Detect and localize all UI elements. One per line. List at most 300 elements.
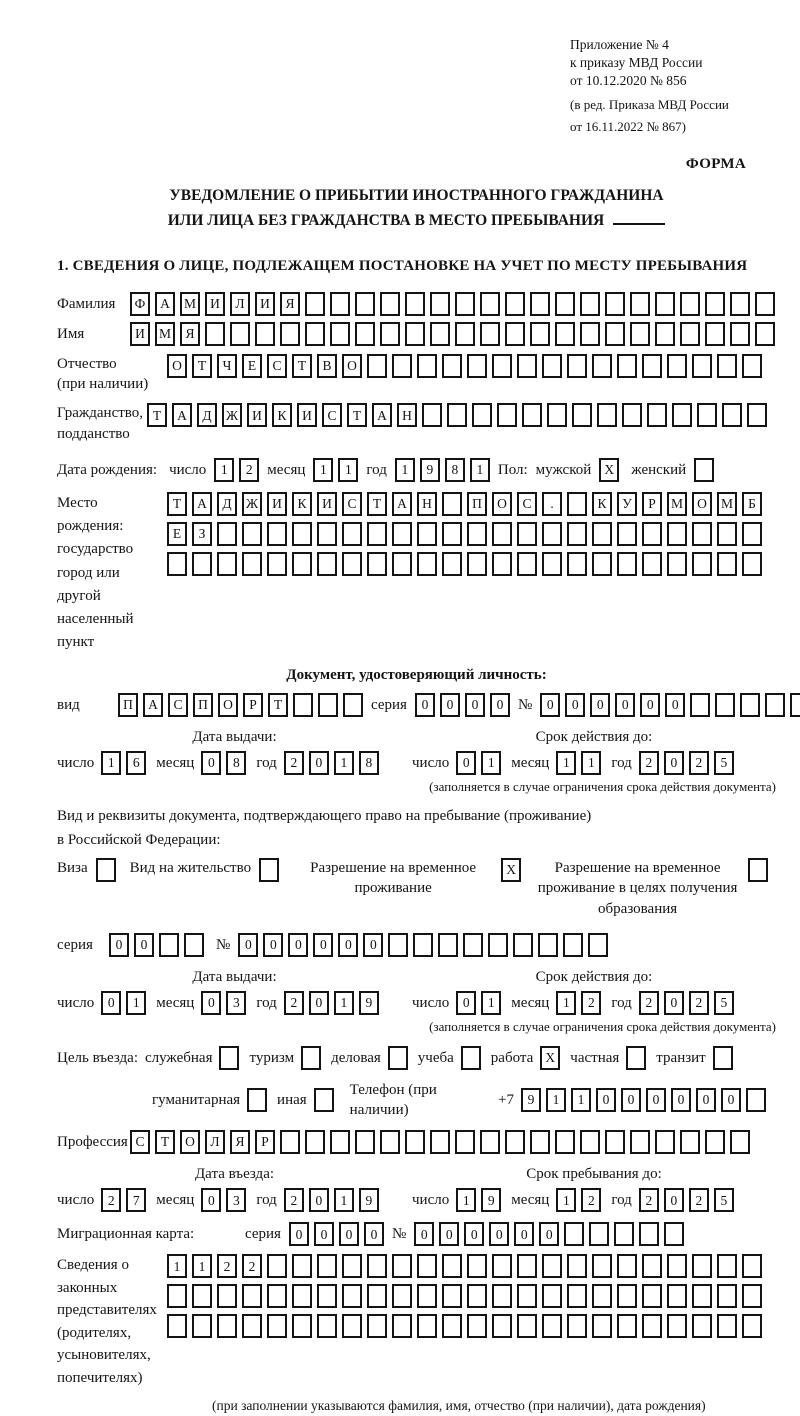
cell (592, 522, 612, 546)
cell (717, 354, 737, 378)
cell (580, 322, 600, 346)
migration-card-row (57, 1222, 776, 1246)
cell (517, 552, 537, 576)
cell (740, 693, 760, 717)
cell: 0 (456, 751, 476, 775)
cell (467, 354, 487, 378)
cell (567, 1284, 587, 1308)
stay-until-header: Срок пребывания до: (526, 1166, 662, 1183)
cell (318, 693, 338, 717)
cell (655, 292, 675, 316)
cell (167, 1284, 187, 1308)
cell (242, 1314, 262, 1338)
cell: П (467, 492, 487, 516)
cell (442, 1254, 462, 1278)
cell (742, 1284, 762, 1308)
cell: 1 (334, 1188, 354, 1212)
birth-date-row (57, 458, 776, 482)
month-cells (201, 751, 246, 775)
cell (605, 322, 625, 346)
cell (305, 1130, 325, 1154)
year-cells (639, 751, 734, 775)
cell: А (372, 403, 392, 427)
cell: 1 (456, 1188, 476, 1212)
cell (417, 354, 437, 378)
cell: И (267, 492, 287, 516)
cell (667, 1254, 687, 1278)
cell (167, 552, 187, 576)
cell: 0 (540, 693, 560, 717)
cell (517, 1284, 537, 1308)
cell: 0 (615, 693, 635, 717)
cell: 3 (226, 1188, 246, 1212)
cell (392, 1314, 412, 1338)
cell (492, 1284, 512, 1308)
cell (517, 1254, 537, 1278)
cell (567, 552, 587, 576)
birth-place-line3-cells (167, 552, 762, 576)
cell: Я (280, 292, 300, 316)
cell: Р (642, 492, 662, 516)
cell: 1 (481, 991, 501, 1015)
cell: О (692, 492, 712, 516)
cell: С (517, 492, 537, 516)
option-temp-residence: Разрешение на временное проживание X (293, 858, 521, 899)
cell (680, 292, 700, 316)
representatives-label: Сведения о законных представителях (родителях, усыновителях, попечителях) (57, 1257, 157, 1386)
cell: 1 (167, 1254, 187, 1278)
cell: 2 (689, 991, 709, 1015)
cell (530, 1130, 550, 1154)
purpose-humanitarian-checkbox (247, 1088, 267, 1112)
cell (592, 1284, 612, 1308)
cell: 0 (309, 991, 329, 1015)
cell (405, 322, 425, 346)
cell (630, 292, 650, 316)
cell (697, 403, 717, 427)
cell (563, 933, 583, 957)
month-label: месяц (267, 461, 306, 478)
cell (488, 933, 508, 957)
cell: О (218, 693, 238, 717)
cell: Р (243, 693, 263, 717)
cell: X (599, 458, 619, 482)
cell (380, 292, 400, 316)
day-label: число (169, 461, 207, 478)
cell: 0 (565, 693, 585, 717)
cell (542, 522, 562, 546)
cell (355, 322, 375, 346)
cell (380, 1130, 400, 1154)
cell: 9 (420, 458, 440, 482)
residence-expiry-date: число 0 1 месяц 1 2 год 2 0 2 5 (412, 991, 776, 1015)
cell: 2 (639, 751, 659, 775)
cell (790, 693, 800, 717)
cell (567, 492, 587, 516)
residence-expiry-col (412, 967, 776, 1036)
cell: 0 (590, 693, 610, 717)
cell (614, 1222, 634, 1246)
cell: 0 (238, 933, 258, 957)
cell: 0 (671, 1088, 691, 1112)
residence-issue-date: число 0 1 месяц 0 3 год 2 0 1 9 (57, 991, 412, 1015)
cell: А (155, 292, 175, 316)
cell (317, 1284, 337, 1308)
residence-options-row (57, 858, 776, 919)
month-cells (201, 991, 246, 1015)
cell: 0 (439, 1222, 459, 1246)
cell (672, 403, 692, 427)
cell: 1 (571, 1088, 591, 1112)
cell (417, 1314, 437, 1338)
cell: 0 (288, 933, 308, 957)
cell: М (155, 322, 175, 346)
cell (267, 1314, 287, 1338)
representatives-block (57, 1254, 776, 1389)
cell (664, 1222, 684, 1246)
cell (267, 522, 287, 546)
cell: 0 (201, 991, 221, 1015)
cell (692, 552, 712, 576)
cell: О (180, 1130, 200, 1154)
cell (746, 1088, 766, 1112)
sex-female-label: женский (631, 461, 687, 478)
cell: 0 (101, 991, 121, 1015)
cell: 8 (445, 458, 465, 482)
cell: И (255, 292, 275, 316)
migration-card-label: Миграционная карта: (57, 1226, 195, 1243)
residence-number-cells (238, 933, 608, 957)
representatives-cells (167, 1254, 762, 1338)
cell (715, 693, 735, 717)
cell: С (168, 693, 188, 717)
cell: Л (205, 1130, 225, 1154)
cell (342, 1284, 362, 1308)
cell (442, 354, 462, 378)
migration-series-cells (289, 1222, 384, 1246)
cell: X (501, 858, 521, 882)
cell (388, 933, 408, 957)
cell (217, 522, 237, 546)
cell (442, 492, 462, 516)
cell (717, 522, 737, 546)
cell: Н (397, 403, 417, 427)
cell (592, 354, 612, 378)
cell: 0 (490, 693, 510, 717)
cell (617, 1254, 637, 1278)
patronymic-cells (167, 354, 762, 378)
cell: 5 (714, 991, 734, 1015)
doc-number-label: № (517, 696, 533, 713)
cell (267, 1284, 287, 1308)
representatives-line1-cells (167, 1254, 762, 1278)
option-residence-permit: Вид на жительство (130, 858, 279, 882)
year-cells (284, 991, 379, 1015)
cell (342, 1254, 362, 1278)
cell: 9 (359, 1188, 379, 1212)
cell (247, 1088, 267, 1112)
cell (305, 292, 325, 316)
appendix-line: от 10.12.2020 № 856 (570, 73, 687, 89)
sex-male-checkbox (599, 458, 619, 482)
entry-date-col (57, 1164, 412, 1212)
cell: 0 (539, 1222, 559, 1246)
cell (267, 1254, 287, 1278)
profession-row (57, 1130, 776, 1154)
identity-issue-date: число 1 6 месяц 0 8 год 2 0 1 8 (57, 751, 412, 775)
cell: 0 (109, 933, 129, 957)
cell (505, 322, 525, 346)
cell (492, 522, 512, 546)
cell (630, 322, 650, 346)
given-name-row (57, 322, 776, 346)
doc-kind-label: вид (57, 696, 80, 713)
cell (567, 354, 587, 378)
year-label: год (366, 461, 387, 478)
cell (617, 1284, 637, 1308)
cell (159, 933, 179, 957)
cell (301, 1046, 321, 1070)
cell: У (617, 492, 637, 516)
cell (589, 1222, 609, 1246)
cell (538, 933, 558, 957)
cell (267, 552, 287, 576)
cell (626, 1046, 646, 1070)
cell (367, 1254, 387, 1278)
residence-series-label: серия (57, 936, 93, 953)
cell: 1 (581, 751, 601, 775)
birth-place-line2-cells (167, 522, 762, 546)
cell: К (292, 492, 312, 516)
cell (513, 933, 533, 957)
cell (205, 322, 225, 346)
cell: 0 (338, 933, 358, 957)
cell (717, 1254, 737, 1278)
cell: К (272, 403, 292, 427)
cell: С (267, 354, 287, 378)
form-title-line2: ИЛИ ЛИЦА БЕЗ ГРАЖДАНСТВА В МЕСТО ПРЕБЫВАНИЯ (57, 209, 776, 234)
cell (455, 292, 475, 316)
cell (542, 552, 562, 576)
cell: 0 (309, 751, 329, 775)
purpose-transit-checkbox (713, 1046, 733, 1070)
cell: И (205, 292, 225, 316)
form-label: ФОРМА (685, 155, 746, 172)
cell: 1 (546, 1088, 566, 1112)
purpose-study-checkbox (461, 1046, 481, 1070)
cell (217, 1284, 237, 1308)
cell (367, 354, 387, 378)
cell: Л (230, 292, 250, 316)
section1-title: 1. СВЕДЕНИЯ О ЛИЦЕ, ПОДЛЕЖАЩЕМ ПОСТАНОВКЕ НА УЧЕТ ПО МЕСТУ ПРЕБЫВАНИЯ (57, 257, 748, 274)
cell (167, 1314, 187, 1338)
cell: 2 (284, 991, 304, 1015)
residence-issue-col (57, 967, 412, 1036)
cell: 2 (217, 1254, 237, 1278)
cell (292, 1254, 312, 1278)
cell: 0 (664, 751, 684, 775)
cell: О (342, 354, 362, 378)
cell: 5 (714, 1188, 734, 1212)
cell (480, 1130, 500, 1154)
month-cells (201, 1188, 246, 1212)
cell (492, 1314, 512, 1338)
profession-cells (130, 1130, 750, 1154)
cell: 0 (721, 1088, 741, 1112)
cell (184, 933, 204, 957)
cell (630, 1130, 650, 1154)
cell (192, 552, 212, 576)
form-title-line1: УВЕДОМЛЕНИЕ О ПРИБЫТИИ ИНОСТРАННОГО ГРАЖДАНИНА (169, 187, 664, 204)
cell: М (667, 492, 687, 516)
entry-date-header: Дата въезда: (194, 1166, 275, 1183)
cell: Ф (130, 292, 150, 316)
cell (413, 933, 433, 957)
visa-checkbox (96, 858, 116, 882)
cell: 2 (581, 991, 601, 1015)
cell (692, 1284, 712, 1308)
cell (692, 1254, 712, 1278)
cell: 0 (664, 991, 684, 1015)
cell (492, 354, 512, 378)
blank-underline (613, 210, 665, 225)
cell (605, 292, 625, 316)
cell (667, 354, 687, 378)
cell: X (540, 1046, 560, 1070)
cell (343, 693, 363, 717)
cell (422, 403, 442, 427)
cell: 9 (359, 991, 379, 1015)
cell (442, 1314, 462, 1338)
cell (242, 522, 262, 546)
cell: А (172, 403, 192, 427)
cell: 1 (481, 751, 501, 775)
cell (392, 522, 412, 546)
cell: О (167, 354, 187, 378)
migration-series-label: серия (245, 1226, 281, 1243)
cell: Т (268, 693, 288, 717)
cell: 0 (364, 1222, 384, 1246)
cell (617, 522, 637, 546)
cell (467, 1284, 487, 1308)
cell (242, 552, 262, 576)
birth-place-line1-cells (167, 492, 762, 516)
citizenship-cells (147, 403, 767, 427)
cell (547, 403, 567, 427)
cell: 5 (714, 751, 734, 775)
revision-line: (в ред. Приказа МВД России (570, 96, 729, 112)
cell: З (192, 522, 212, 546)
cell: 1 (192, 1254, 212, 1278)
cell (747, 403, 767, 427)
cell (742, 1314, 762, 1338)
citizenship-row (57, 403, 776, 444)
cell (730, 1130, 750, 1154)
cell (492, 1254, 512, 1278)
cell: 0 (414, 1222, 434, 1246)
cell (647, 403, 667, 427)
cell (314, 1088, 334, 1112)
migration-number-cells (414, 1222, 684, 1246)
cell (417, 552, 437, 576)
cell (505, 1130, 525, 1154)
phone-label: Телефон (при наличии) (349, 1081, 437, 1118)
cell: 0 (440, 693, 460, 717)
cell: 2 (689, 751, 709, 775)
cell: 0 (665, 693, 685, 717)
month-cells (556, 1188, 601, 1212)
cell: 2 (284, 751, 304, 775)
cell (748, 858, 768, 882)
citizenship-label: Гражданство, подданство (57, 405, 144, 442)
phone-prefix: +7 (498, 1091, 514, 1108)
cell (438, 933, 458, 957)
cell (467, 1314, 487, 1338)
surname-row (57, 292, 776, 316)
cell (755, 292, 775, 316)
profession-label: Профессия (57, 1134, 128, 1151)
cell: А (143, 693, 163, 717)
cell (617, 1314, 637, 1338)
patronymic-row (57, 354, 776, 395)
cell (542, 1254, 562, 1278)
cell (517, 354, 537, 378)
option-visa: Виза (57, 858, 116, 882)
appendix-line: Приложение № 4 (570, 37, 669, 52)
cell (292, 552, 312, 576)
cell: А (392, 492, 412, 516)
doc-number-cells (540, 693, 800, 717)
cell: 8 (359, 751, 379, 775)
given-name-cells (130, 322, 775, 346)
cell (592, 1314, 612, 1338)
cell (592, 552, 612, 576)
cell (330, 1130, 350, 1154)
cell (564, 1222, 584, 1246)
cell: И (247, 403, 267, 427)
cell (317, 1254, 337, 1278)
cell (447, 403, 467, 427)
cell: В (317, 354, 337, 378)
temp-residence-education-checkbox (748, 858, 768, 882)
cell (467, 1254, 487, 1278)
cell (555, 322, 575, 346)
surname-cells (130, 292, 775, 316)
cell (667, 1284, 687, 1308)
cell (317, 552, 337, 576)
cell: К (592, 492, 612, 516)
cell: 1 (101, 751, 121, 775)
cell (417, 1254, 437, 1278)
cell (355, 1130, 375, 1154)
cell (230, 322, 250, 346)
day-cells (456, 1188, 501, 1212)
cell (392, 1284, 412, 1308)
cell: 0 (309, 1188, 329, 1212)
surname-label: Фамилия (57, 295, 116, 312)
cell: Т (292, 354, 312, 378)
stay-until-col (412, 1164, 776, 1212)
purpose-official-checkbox (219, 1046, 239, 1070)
cell (463, 933, 483, 957)
entry-date: число 2 7 месяц 0 3 год 2 0 1 9 (57, 1188, 412, 1212)
cell: 1 (395, 458, 415, 482)
cell: М (180, 292, 200, 316)
cell: 0 (201, 1188, 221, 1212)
identity-doc-header: Документ, удостоверяющий личность: (286, 666, 547, 683)
cell (96, 858, 116, 882)
birth-month-cells (313, 458, 358, 482)
